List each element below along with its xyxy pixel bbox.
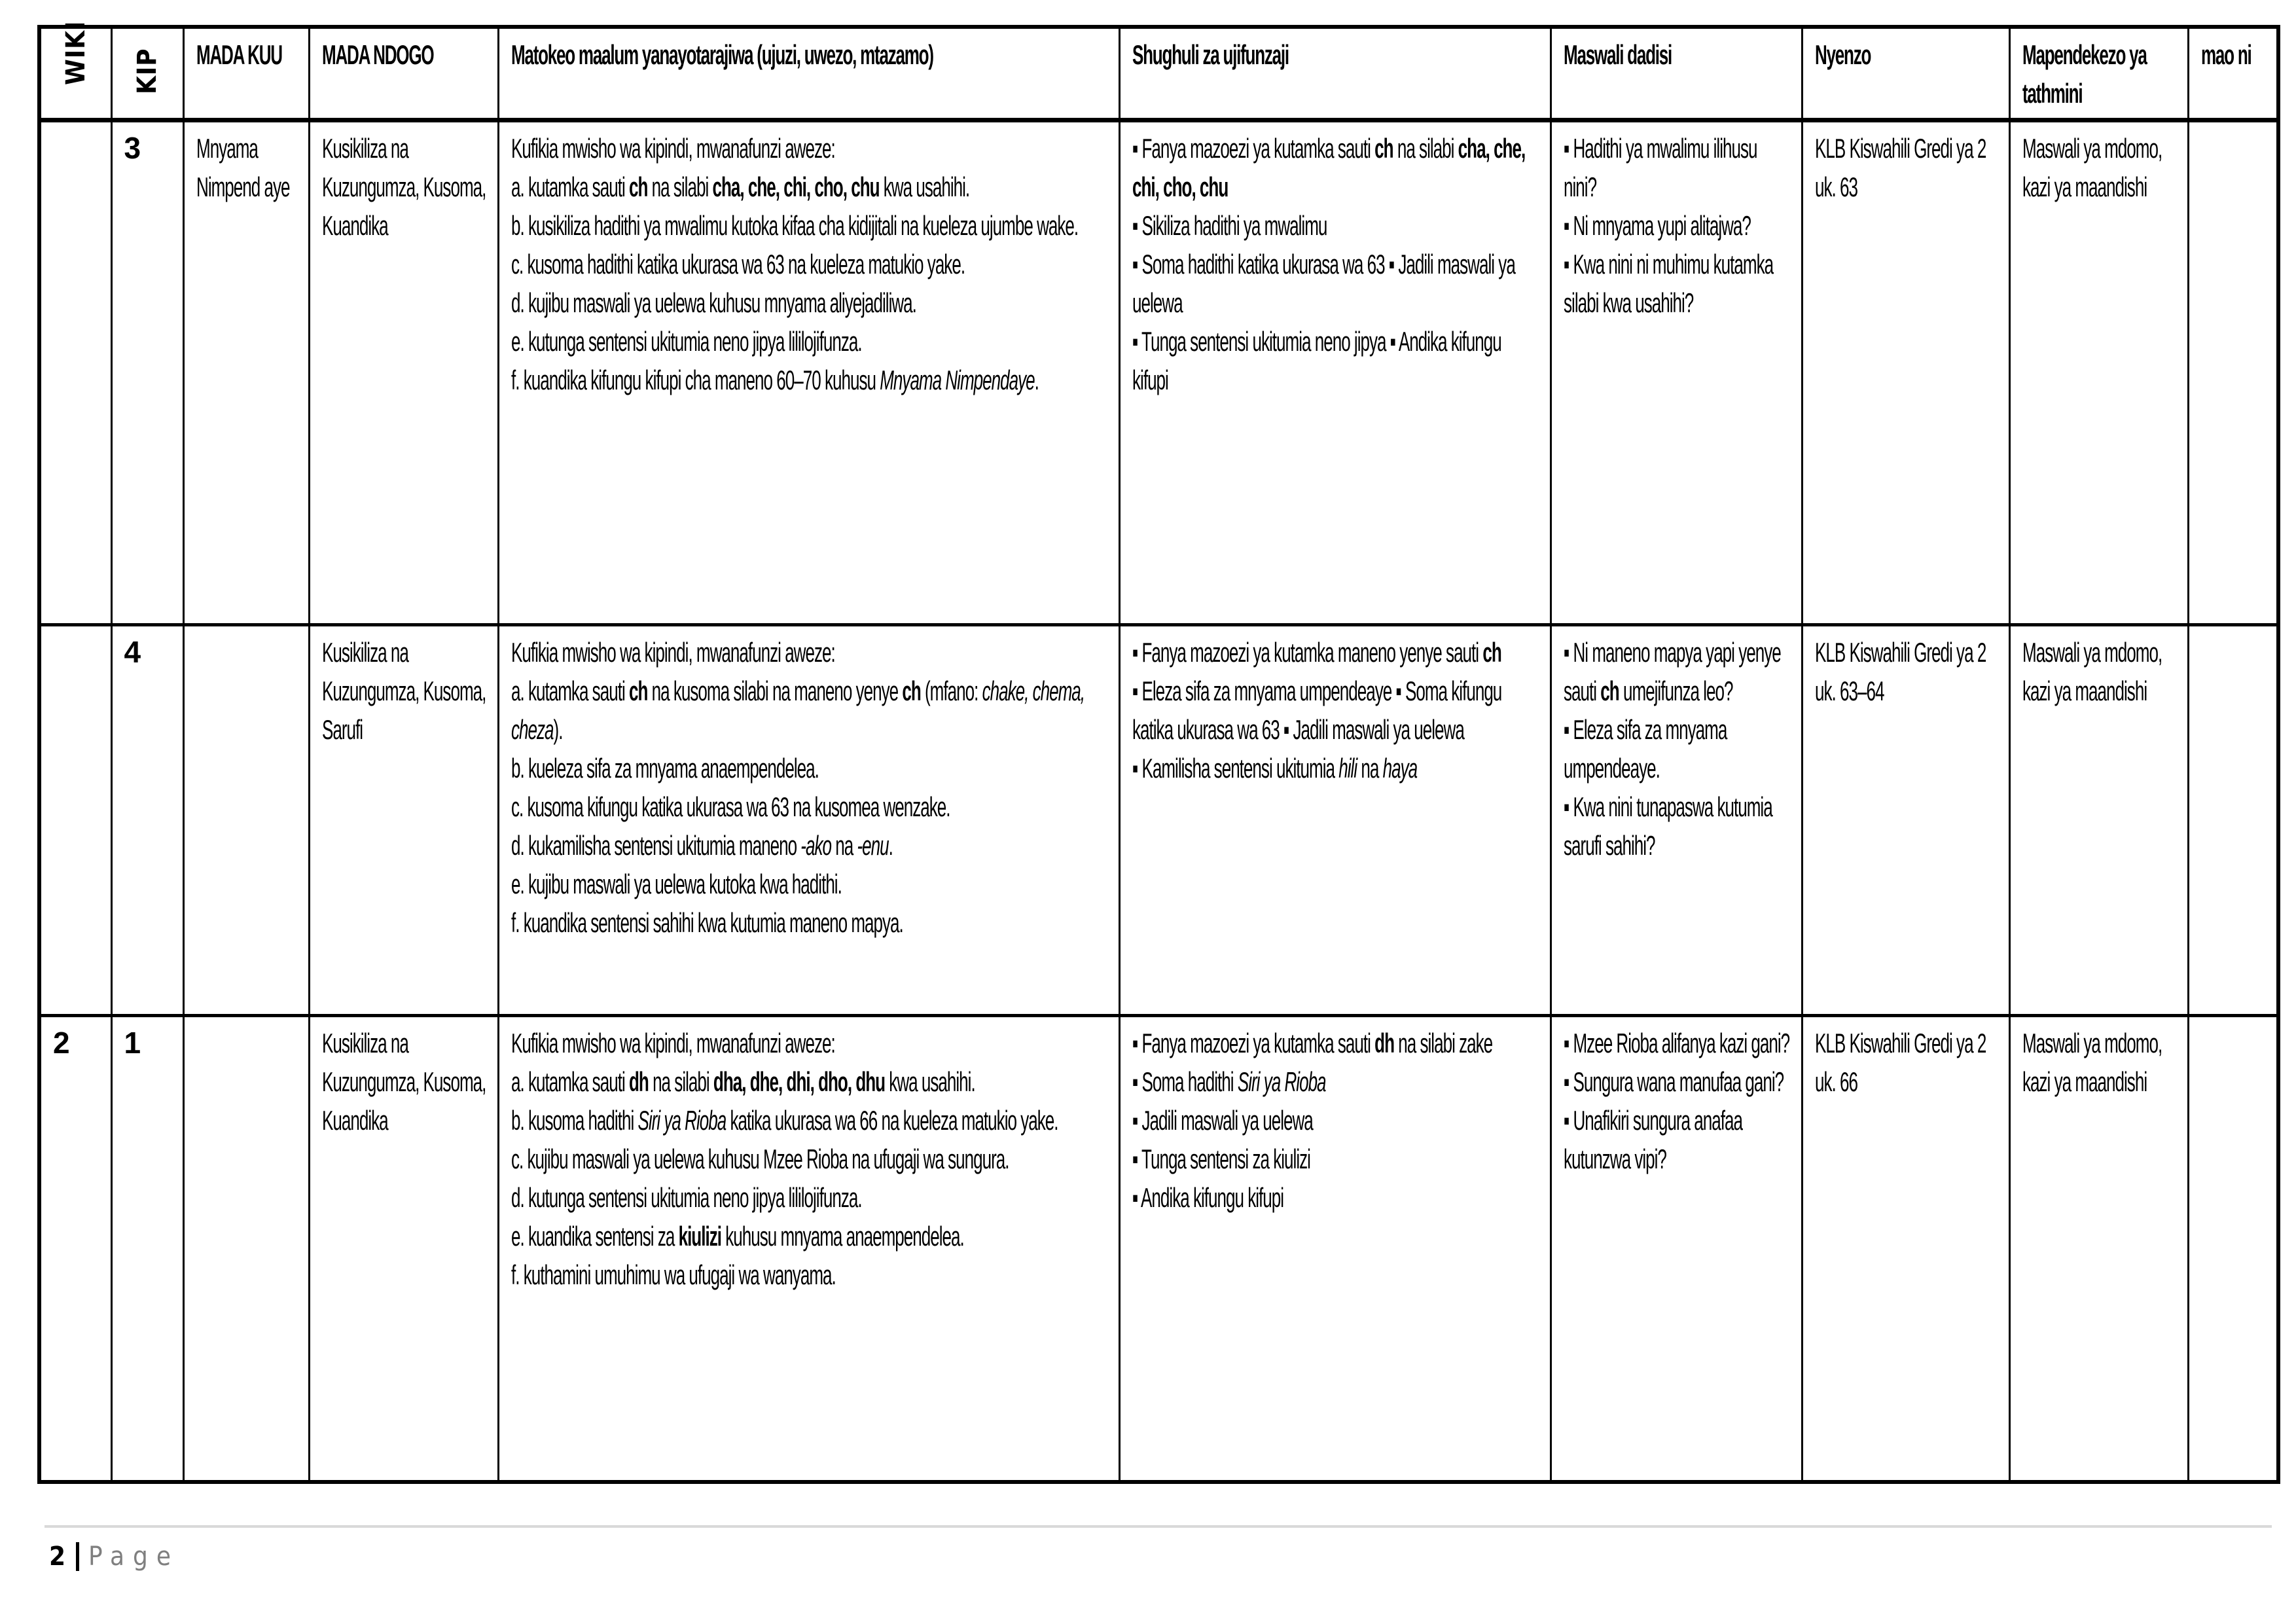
outcome-item: a. kutamka sauti dh na silabi dha, dhe, dhi, dho, dhu kwa usahihi.	[511, 1066, 975, 1097]
cell-maoni	[2188, 625, 2278, 1016]
question-item: ▪ Kwa nini tunapaswa kutumia sarufi sahihi?	[1563, 791, 1772, 861]
cell-mada-kuu	[183, 1016, 309, 1482]
table-row	[39, 1016, 2278, 1482]
activity-item: ▪ Sikiliza hadithi ya mwalimu	[1132, 210, 1327, 241]
activity-item: ▪ Tunga sentensi ukitumia neno jipya ▪ Andika kifungu kifupi	[1132, 326, 1501, 395]
activity-item: ▪ Kamilisha sentensi ukitumia hili na haya	[1132, 753, 1417, 784]
cell-matokeo	[498, 625, 1119, 1016]
question-item: ▪ Ni mnyama yupi alitajwa?	[1563, 210, 1751, 241]
table-row	[39, 625, 2278, 1016]
header-shughuli: Shughuli za ujifunzaji	[1119, 27, 1551, 120]
cell-kip: 4	[111, 625, 183, 1016]
outcome-intro: Kufikia mwisho wa kipindi, mwanafunzi aweze:	[511, 133, 835, 164]
cell-shughuli	[1119, 120, 1551, 625]
cell-nyenzo: KLB Kiswahili Gredi ya 2 uk. 63–64	[1802, 625, 2009, 1016]
question-item: ▪ Hadithi ya mwalimu ilihusu nini?	[1563, 133, 1757, 202]
cell-matokeo	[498, 120, 1119, 625]
question-item: ▪ Unafikiri sungura anafaa kutunzwa vipi?	[1563, 1105, 1742, 1174]
table-row	[39, 120, 2278, 625]
header-wiki: WIKI	[39, 27, 111, 120]
cell-maswali	[1551, 120, 1802, 625]
header-maswali: Maswali dadisi	[1551, 27, 1802, 120]
footer-separator	[76, 1542, 79, 1571]
header-matokeo: Matokeo maalum yanayotarajiwa (ujuzi, uwezo, mtazamo)	[498, 27, 1119, 120]
outcome-item: f. kuandika kifungu kifupi cha maneno 60–70 kuhusu Mnyama Nimpendaye.	[511, 365, 1039, 395]
outcome-item: b. kusoma hadithi Siri ya Rioba katika ukurasa wa 66 na kueleza matukio yake.	[511, 1105, 1058, 1136]
page-number: 2	[49, 1542, 66, 1572]
header-mapendekezo: Mapendekezo ya tathmini	[2009, 27, 2188, 120]
cell-maswali	[1551, 625, 1802, 1016]
header-kip: KIP	[111, 27, 183, 120]
outcome-intro: Kufikia mwisho wa kipindi, mwanafunzi aweze:	[511, 1028, 835, 1058]
cell-matokeo	[498, 1016, 1119, 1482]
cell-wiki: 2	[39, 1016, 111, 1482]
activity-item: ▪ Jadili maswali ya uelewa	[1132, 1105, 1313, 1136]
cell-kip: 1	[111, 1016, 183, 1482]
cell-mada-ndogo: Kusikiliza na Kuzungumza, Kusoma, Kuandika	[309, 1016, 498, 1482]
outcome-item: b. kueleza sifa za mnyama anaempendelea.	[511, 753, 819, 784]
cell-wiki	[39, 625, 111, 1016]
question-item: ▪ Mzee Rioba alifanya kazi gani? ▪ Sungura wana manufaa gani?	[1563, 1028, 1789, 1097]
cell-maoni	[2188, 1016, 2278, 1482]
page-footer	[49, 1537, 179, 1576]
cell-maswali	[1551, 1016, 1802, 1482]
outcome-item: e. kutunga sentensi ukitumia neno jipya lililojifunza.	[511, 326, 862, 357]
outcome-item: e. kuandika sentensi za kiulizi kuhusu mnyama anaempendelea.	[511, 1221, 964, 1252]
cell-kip: 3	[111, 120, 183, 625]
question-item: ▪ Kwa nini ni muhimu kutamka silabi kwa usahihi?	[1563, 249, 1773, 318]
header-maoni: mao ni	[2188, 27, 2278, 120]
header-row	[39, 27, 2278, 120]
cell-mada-ndogo: Kusikiliza na Kuzungumza, Kusoma, Sarufi	[309, 625, 498, 1016]
outcome-item: f. kuthamini umuhimu wa ufugaji wa wanyama.	[511, 1259, 836, 1290]
outcome-item: c. kujibu maswali ya uelewa kuhusu Mzee Rioba na ufugaji wa sungura.	[511, 1144, 1009, 1174]
outcome-item: d. kujibu maswali ya uelewa kuhusu mnyama aliyejadiliwa.	[511, 287, 916, 318]
outcome-item: f. kuandika sentensi sahihi kwa kutumia maneno mapya.	[511, 907, 903, 938]
activity-item: ▪ Eleza sifa za mnyama umpendeaye ▪ Soma kifungu katika ukurasa wa 63 ▪ Jadili maswali ya uelewa	[1132, 676, 1501, 745]
activity-item: ▪ Tunga sentensi za kiulizi	[1132, 1144, 1310, 1174]
header-nyenzo: Nyenzo	[1802, 27, 2009, 120]
outcome-item: d. kutunga sentensi ukitumia neno jipya lililojifunza.	[511, 1182, 862, 1213]
cell-mada-kuu: Mnyama Nimpend aye	[183, 120, 309, 625]
question-item: ▪ Eleza sifa za mnyama umpendeaye.	[1563, 714, 1727, 784]
cell-mada-ndogo: Kusikiliza na Kuzungumza, Kusoma, Kuandika	[309, 120, 498, 625]
cell-mapendekezo: Maswali ya mdomo, kazi ya maandishi	[2009, 625, 2188, 1016]
activity-item: ▪ Soma hadithi Siri ya Rioba	[1132, 1066, 1326, 1097]
cell-mapendekezo: Maswali ya mdomo, kazi ya maandishi	[2009, 1016, 2188, 1482]
activity-item: ▪ Soma hadithi katika ukurasa wa 63 ▪ Jadili maswali ya uelewa	[1132, 249, 1515, 318]
outcome-item: d. kukamilisha sentensi ukitumia maneno -ako na -enu.	[511, 830, 893, 861]
activity-item: ▪ Andika kifungu kifupi	[1132, 1182, 1283, 1213]
cell-nyenzo: KLB Kiswahili Gredi ya 2 uk. 63	[1802, 120, 2009, 625]
outcome-item: a. kutamka sauti ch na kusoma silabi na maneno yenye ch (mfano: chake, chema, cheza).	[511, 676, 1085, 745]
cell-shughuli	[1119, 1016, 1551, 1482]
scheme-of-work-table	[37, 20, 2280, 1484]
activity-item: ▪ Fanya mazoezi ya kutamka maneno yenye sauti ch	[1132, 637, 1501, 668]
cell-maoni	[2188, 120, 2278, 625]
activity-item: ▪ Fanya mazoezi ya kutamka sauti ch na silabi cha, che, chi, cho, chu	[1132, 133, 1525, 202]
header-mada-ndogo: MADA NDOGO	[309, 27, 498, 120]
activity-item: ▪ Fanya mazoezi ya kutamka sauti dh na silabi zake	[1132, 1028, 1492, 1058]
cell-nyenzo: KLB Kiswahili Gredi ya 2 uk. 66	[1802, 1016, 2009, 1482]
outcome-item: a. kutamka sauti ch na silabi cha, che, chi, cho, chu kwa usahihi.	[511, 171, 969, 202]
outcome-item: e. kujibu maswali ya uelewa kutoka kwa hadithi.	[511, 869, 842, 899]
header-mada-kuu: MADA KUU	[183, 27, 309, 120]
question-item: ▪ Ni maneno mapya yapi yenye sauti ch umejifunza leo?	[1563, 637, 1781, 706]
outcome-item: b. kusikiliza hadithi ya mwalimu kutoka kifaa cha kidijitali na kueleza ujumbe wake.	[511, 210, 1078, 241]
outcome-item: c. kusoma kifungu katika ukurasa wa 63 na kusomea wenzake.	[511, 791, 950, 822]
footer-divider	[45, 1525, 2272, 1528]
page-label: Page	[88, 1542, 179, 1572]
cell-wiki	[39, 120, 111, 625]
outcome-item: c. kusoma hadithi katika ukurasa wa 63 na kueleza matukio yake.	[511, 249, 965, 280]
cell-shughuli	[1119, 625, 1551, 1016]
outcome-intro: Kufikia mwisho wa kipindi, mwanafunzi aweze:	[511, 637, 835, 668]
cell-mada-kuu	[183, 625, 309, 1016]
cell-mapendekezo: Maswali ya mdomo, kazi ya maandishi	[2009, 120, 2188, 625]
